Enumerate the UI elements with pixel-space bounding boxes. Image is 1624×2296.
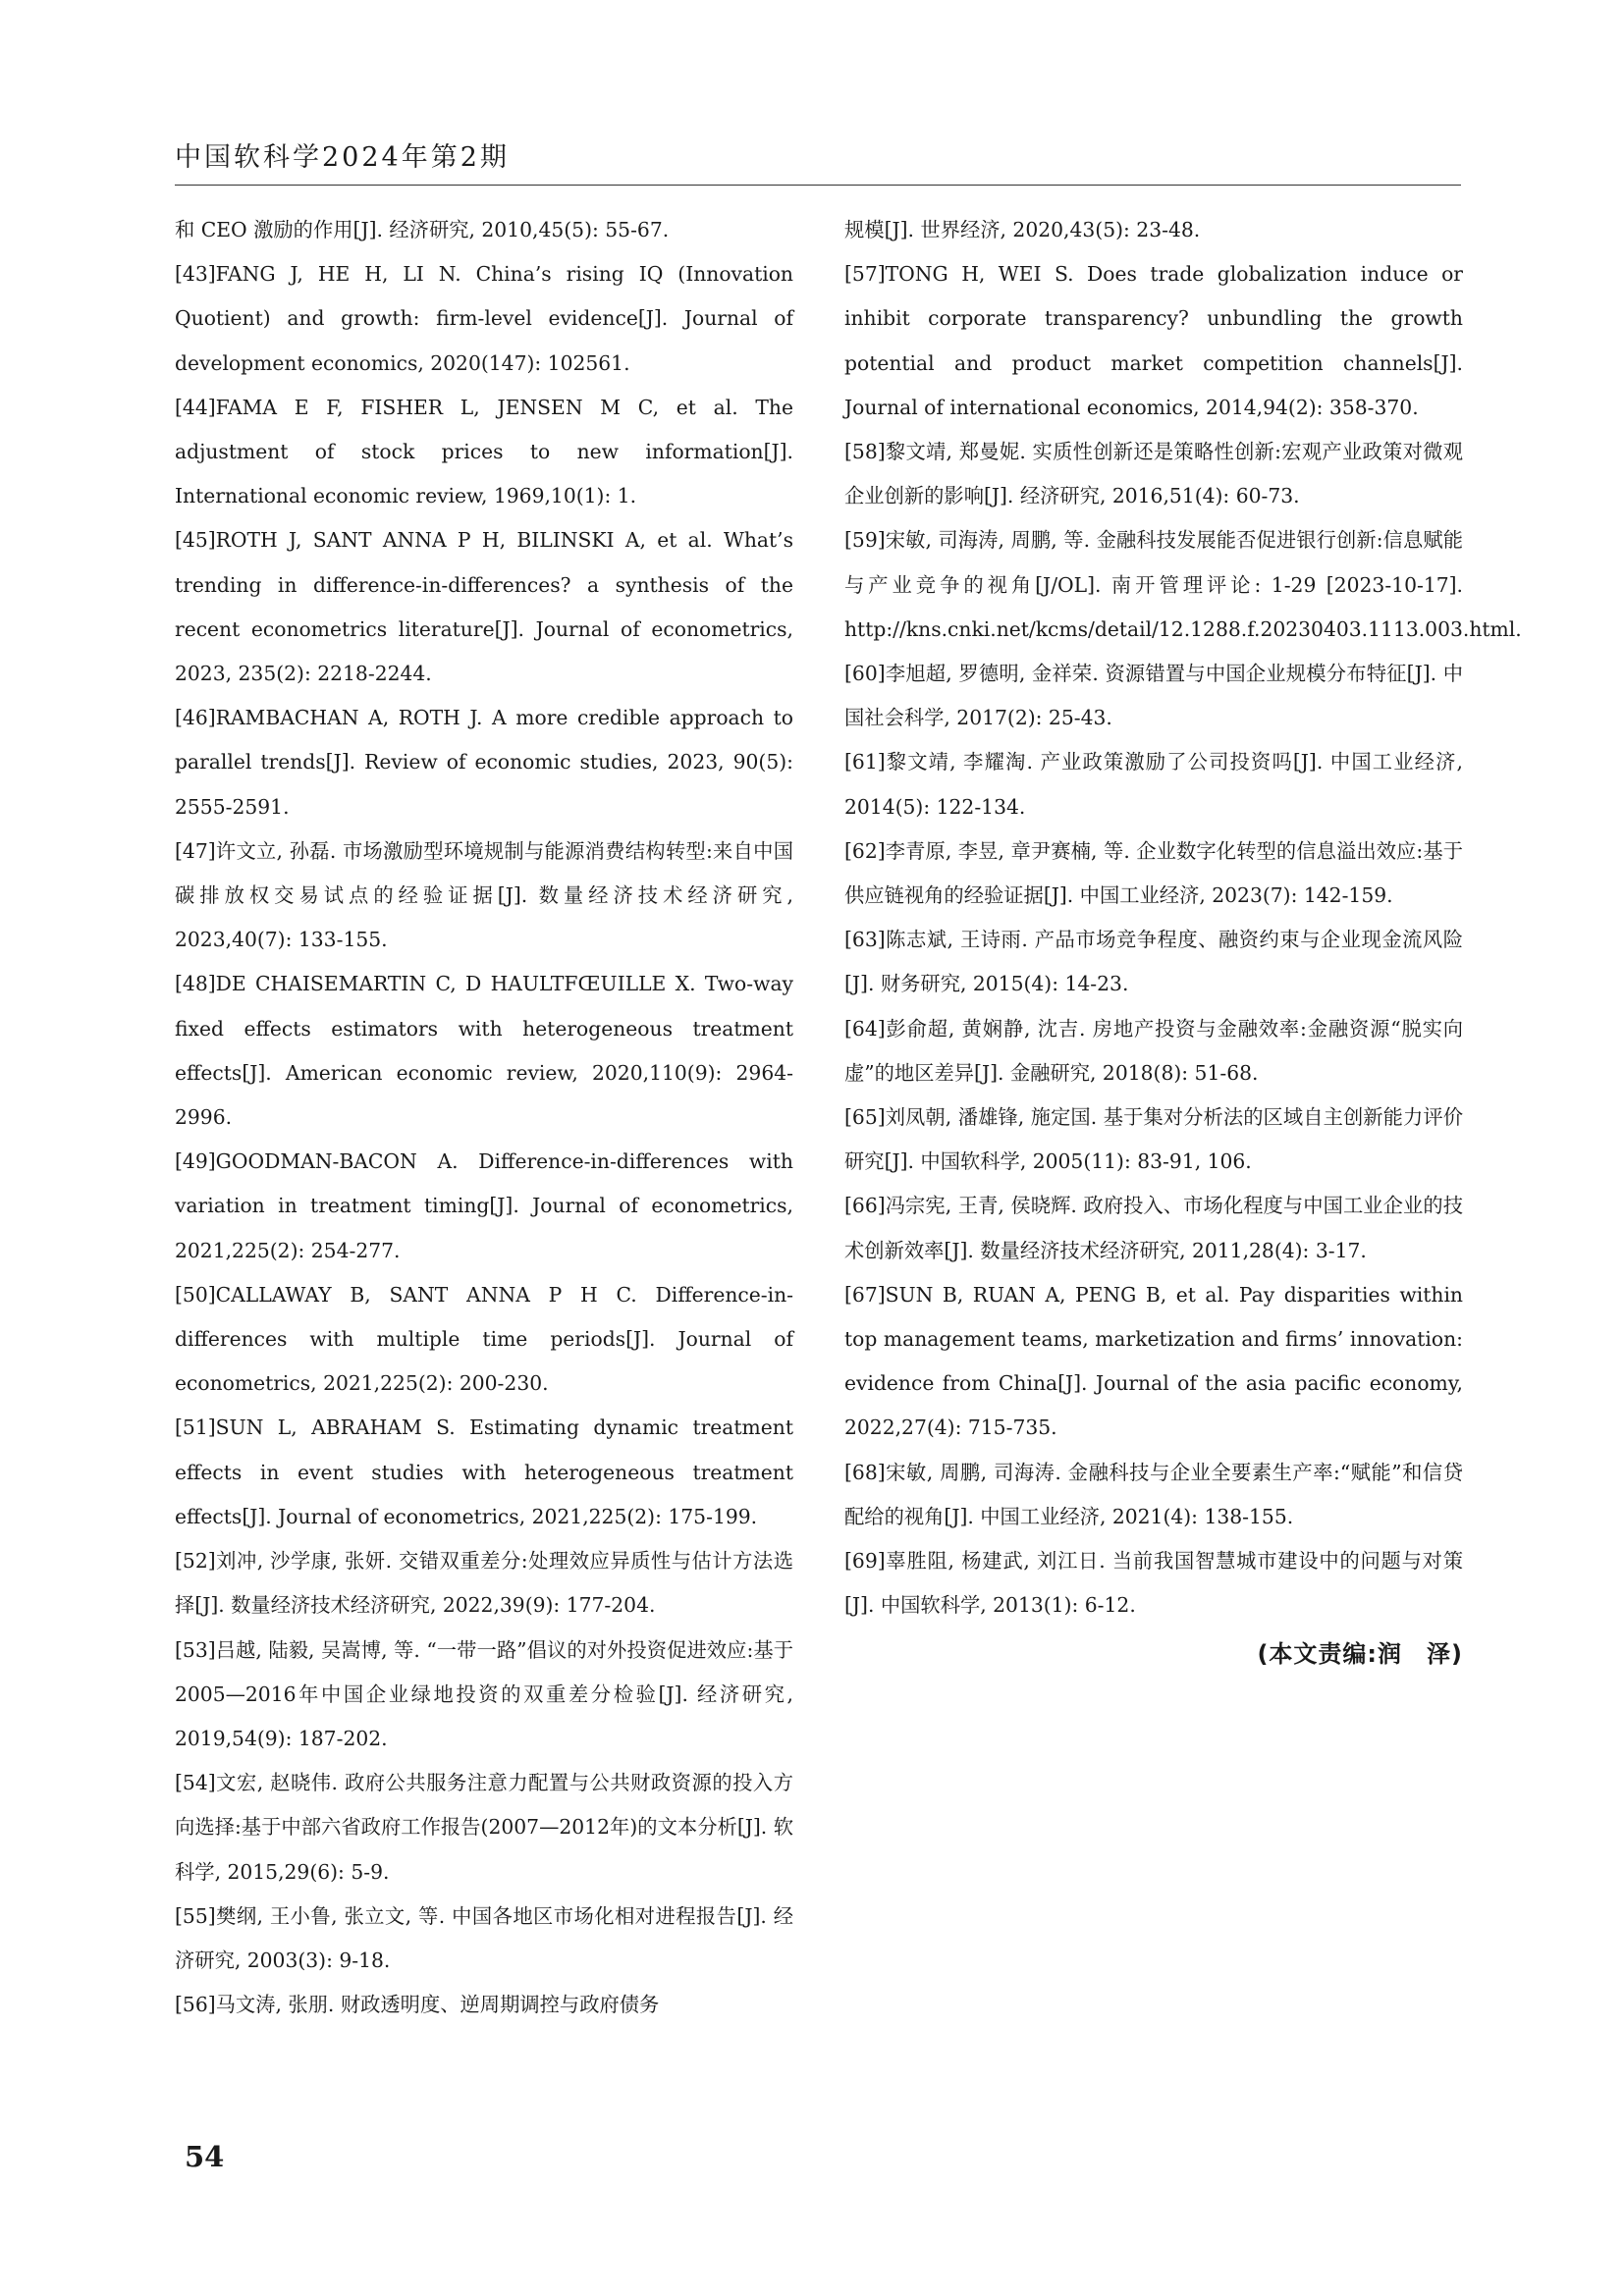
page-number: 54 — [185, 2140, 225, 2173]
reference-42-continued: 和 CEO 激励的作用[J]. 经济研究, 2010,45(5): 55-67. — [175, 218, 670, 241]
reference-49: [49]GOODMAN-BACON A. Difference-in-differences with variation in treatment timing[J]. Journal of econometrics, 2021,225(2): 254-277. — [175, 1149, 793, 1262]
reference-60: [60]李旭超, 罗德明, 金祥荣. 资源错置与中国企业规模分布特征[J]. 中国社会科学, 2017(2): 25-43. — [844, 662, 1463, 730]
references-right-column — [844, 208, 1522, 1678]
running-header — [175, 132, 1461, 186]
reference-56: [56]马文涛, 张朋. 财政透明度、逆周期调控与政府债务 — [175, 1993, 660, 2017]
reference-52: [52]刘冲, 沙学康, 张妍. 交错双重差分:处理效应异质性与估计方法选择[J]. 数量经济技术经济研究, 2022,39(9): 177-204. — [175, 1549, 793, 1618]
reference-45: [45]ROTH J, SANT ANNA P H, BILINSKI A, et al. What’s trending in difference-in-differences? a synthesis of the recent econometrics literature[J]. Journal of econometrics, 2023, 235(2): 2218-2244. — [175, 528, 793, 686]
reference-46: [46]RAMBACHAN A, ROTH J. A more credible approach to parallel trends[J]. Review of economic studies, 2023, 90(5): 2555-2591. — [175, 706, 793, 819]
reference-54: [54]文宏, 赵晓伟. 政府公共服务注意力配置与公共财政资源的投入方向选择:基于中部六省政府工作报告(2007—2012年)的文本分析[J]. 软科学, 2015,29(6): 5-9. — [175, 1771, 793, 1884]
reference-53: [53]吕越, 陆毅, 吴嵩博, 等. “一带一路”倡议的对外投资促进效应:基于2005—2016年中国企业绿地投资的双重差分检验[J]. 经济研究, 2019,54(9): 187-202. — [175, 1637, 793, 1750]
reference-61: [61]黎文靖, 李耀淘. 产业政策激励了公司投资吗[J]. 中国工业经济, 2014(5): 122-134. — [844, 750, 1463, 819]
reference-57: [57]TONG H, WEI S. Does trade globalization induce or inhibit corporate transparency? unbundling the growth potential and product market competition channels[J]. Journal of international economics, 2014,94(2): 358-370. — [844, 262, 1463, 419]
reference-55: [55]樊纲, 王小鲁, 张立文, 等. 中国各地区市场化相对进程报告[J]. 经济研究, 2003(3): 9-18. — [175, 1903, 793, 1972]
references-left-column — [175, 208, 793, 2027]
reference-44: [44]FAMA E F, FISHER L, JENSEN M C, et al. The adjustment of stock prices to new information[J]. International economic review, 1969,10(1): 1. — [175, 395, 793, 508]
reference-67: [67]SUN B, RUAN A, PENG B, et al. Pay disparities within top management teams, marketization and firms’ innovation: evidence from China[J]. Journal of the asia pacific economy, 2022,27(4): 715-735. — [844, 1282, 1463, 1440]
responsible-editor-note: (本文责编:润 泽) — [1257, 1639, 1463, 1668]
reference-62: [62]李青原, 李昱, 章尹赛楠, 等. 企业数字化转型的信息溢出效应:基于供应链视角的经验证据[J]. 中国工业经济, 2023(7): 142-159. — [844, 838, 1463, 908]
reference-51: [51]SUN L, ABRAHAM S. Estimating dynamic treatment effects in event studies with heterogeneous treatment effects[J]. Journal of econometrics, 2021,225(2): 175-199. — [175, 1415, 793, 1528]
reference-48: [48]DE CHAISEMARTIN C, D HAULTFŒUILLE X. Two-way fixed effects estimators with heterogeneous treatment effects[J]. American economic review, 2020,110(9): 2964-2996. — [175, 972, 793, 1130]
reference-59: [59]宋敏, 司海涛, 周鹏, 等. 金融科技发展能否促进银行创新:信息赋能与产业竞争的视角[J/OL]. 南开管理评论: 1-29 [2023-10-17]. http://kns.cnki.net/kcms/detail/12.1288.f.20230403.1113.003.html. — [844, 528, 1522, 641]
reference-63: [63]陈志斌, 王诗雨. 产品市场竞争程度、融资约束与企业现金流风险[J]. 财务研究, 2015(4): 14-23. — [844, 928, 1463, 996]
journal-issue-title: 中国软科学2024年第2期 — [175, 142, 510, 173]
reference-66: [66]冯宗宪, 王青, 侯晓辉. 政府投入、市场化程度与中国工业企业的技术创新效率[J]. 数量经济技术经济研究, 2011,28(4): 3-17. — [844, 1194, 1463, 1262]
reference-47: [47]许文立, 孙磊. 市场激励型环境规制与能源消费结构转型:来自中国碳排放权交易试点的经验证据[J]. 数量经济技术经济研究, 2023,40(7): 133-155. — [175, 838, 793, 952]
reference-56-continued: 规模[J]. 世界经济, 2020,43(5): 23-48. — [844, 218, 1201, 241]
reference-69: [69]辜胜阻, 杨建武, 刘江日. 当前我国智慧城市建设中的问题与对策[J]. 中国软科学, 2013(1): 6-12. — [844, 1549, 1463, 1618]
reference-58: [58]黎文靖, 郑曼妮. 实质性创新还是策略性创新:宏观产业政策对微观企业创新的影响[J]. 经济研究, 2016,51(4): 60-73. — [844, 440, 1463, 508]
reference-64: [64]彭俞超, 黄娴静, 沈吉. 房地产投资与金融效率:金融资源“脱实向虚”的地区差异[J]. 金融研究, 2018(8): 51-68. — [844, 1016, 1463, 1085]
reference-65: [65]刘凤朝, 潘雄锋, 施定国. 基于集对分析法的区域自主创新能力评价研究[J]. 中国软科学, 2005(11): 83-91, 106. — [844, 1105, 1463, 1174]
reference-50: [50]CALLAWAY B, SANT ANNA P H C. Difference-in-differences with multiple time periods[J]. Journal of econometrics, 2021,225(2): 200-230. — [175, 1282, 793, 1396]
reference-43: [43]FANG J, HE H, LI N. China’s rising IQ (Innovation Quotient) and growth: firm-level evidence[J]. Journal of development economics, 2020(147): 102561. — [175, 262, 793, 375]
reference-68: [68]宋敏, 周鹏, 司海涛. 金融科技与企业全要素生产率:“赋能”和信贷配给的视角[J]. 中国工业经济, 2021(4): 138-155. — [844, 1460, 1463, 1528]
